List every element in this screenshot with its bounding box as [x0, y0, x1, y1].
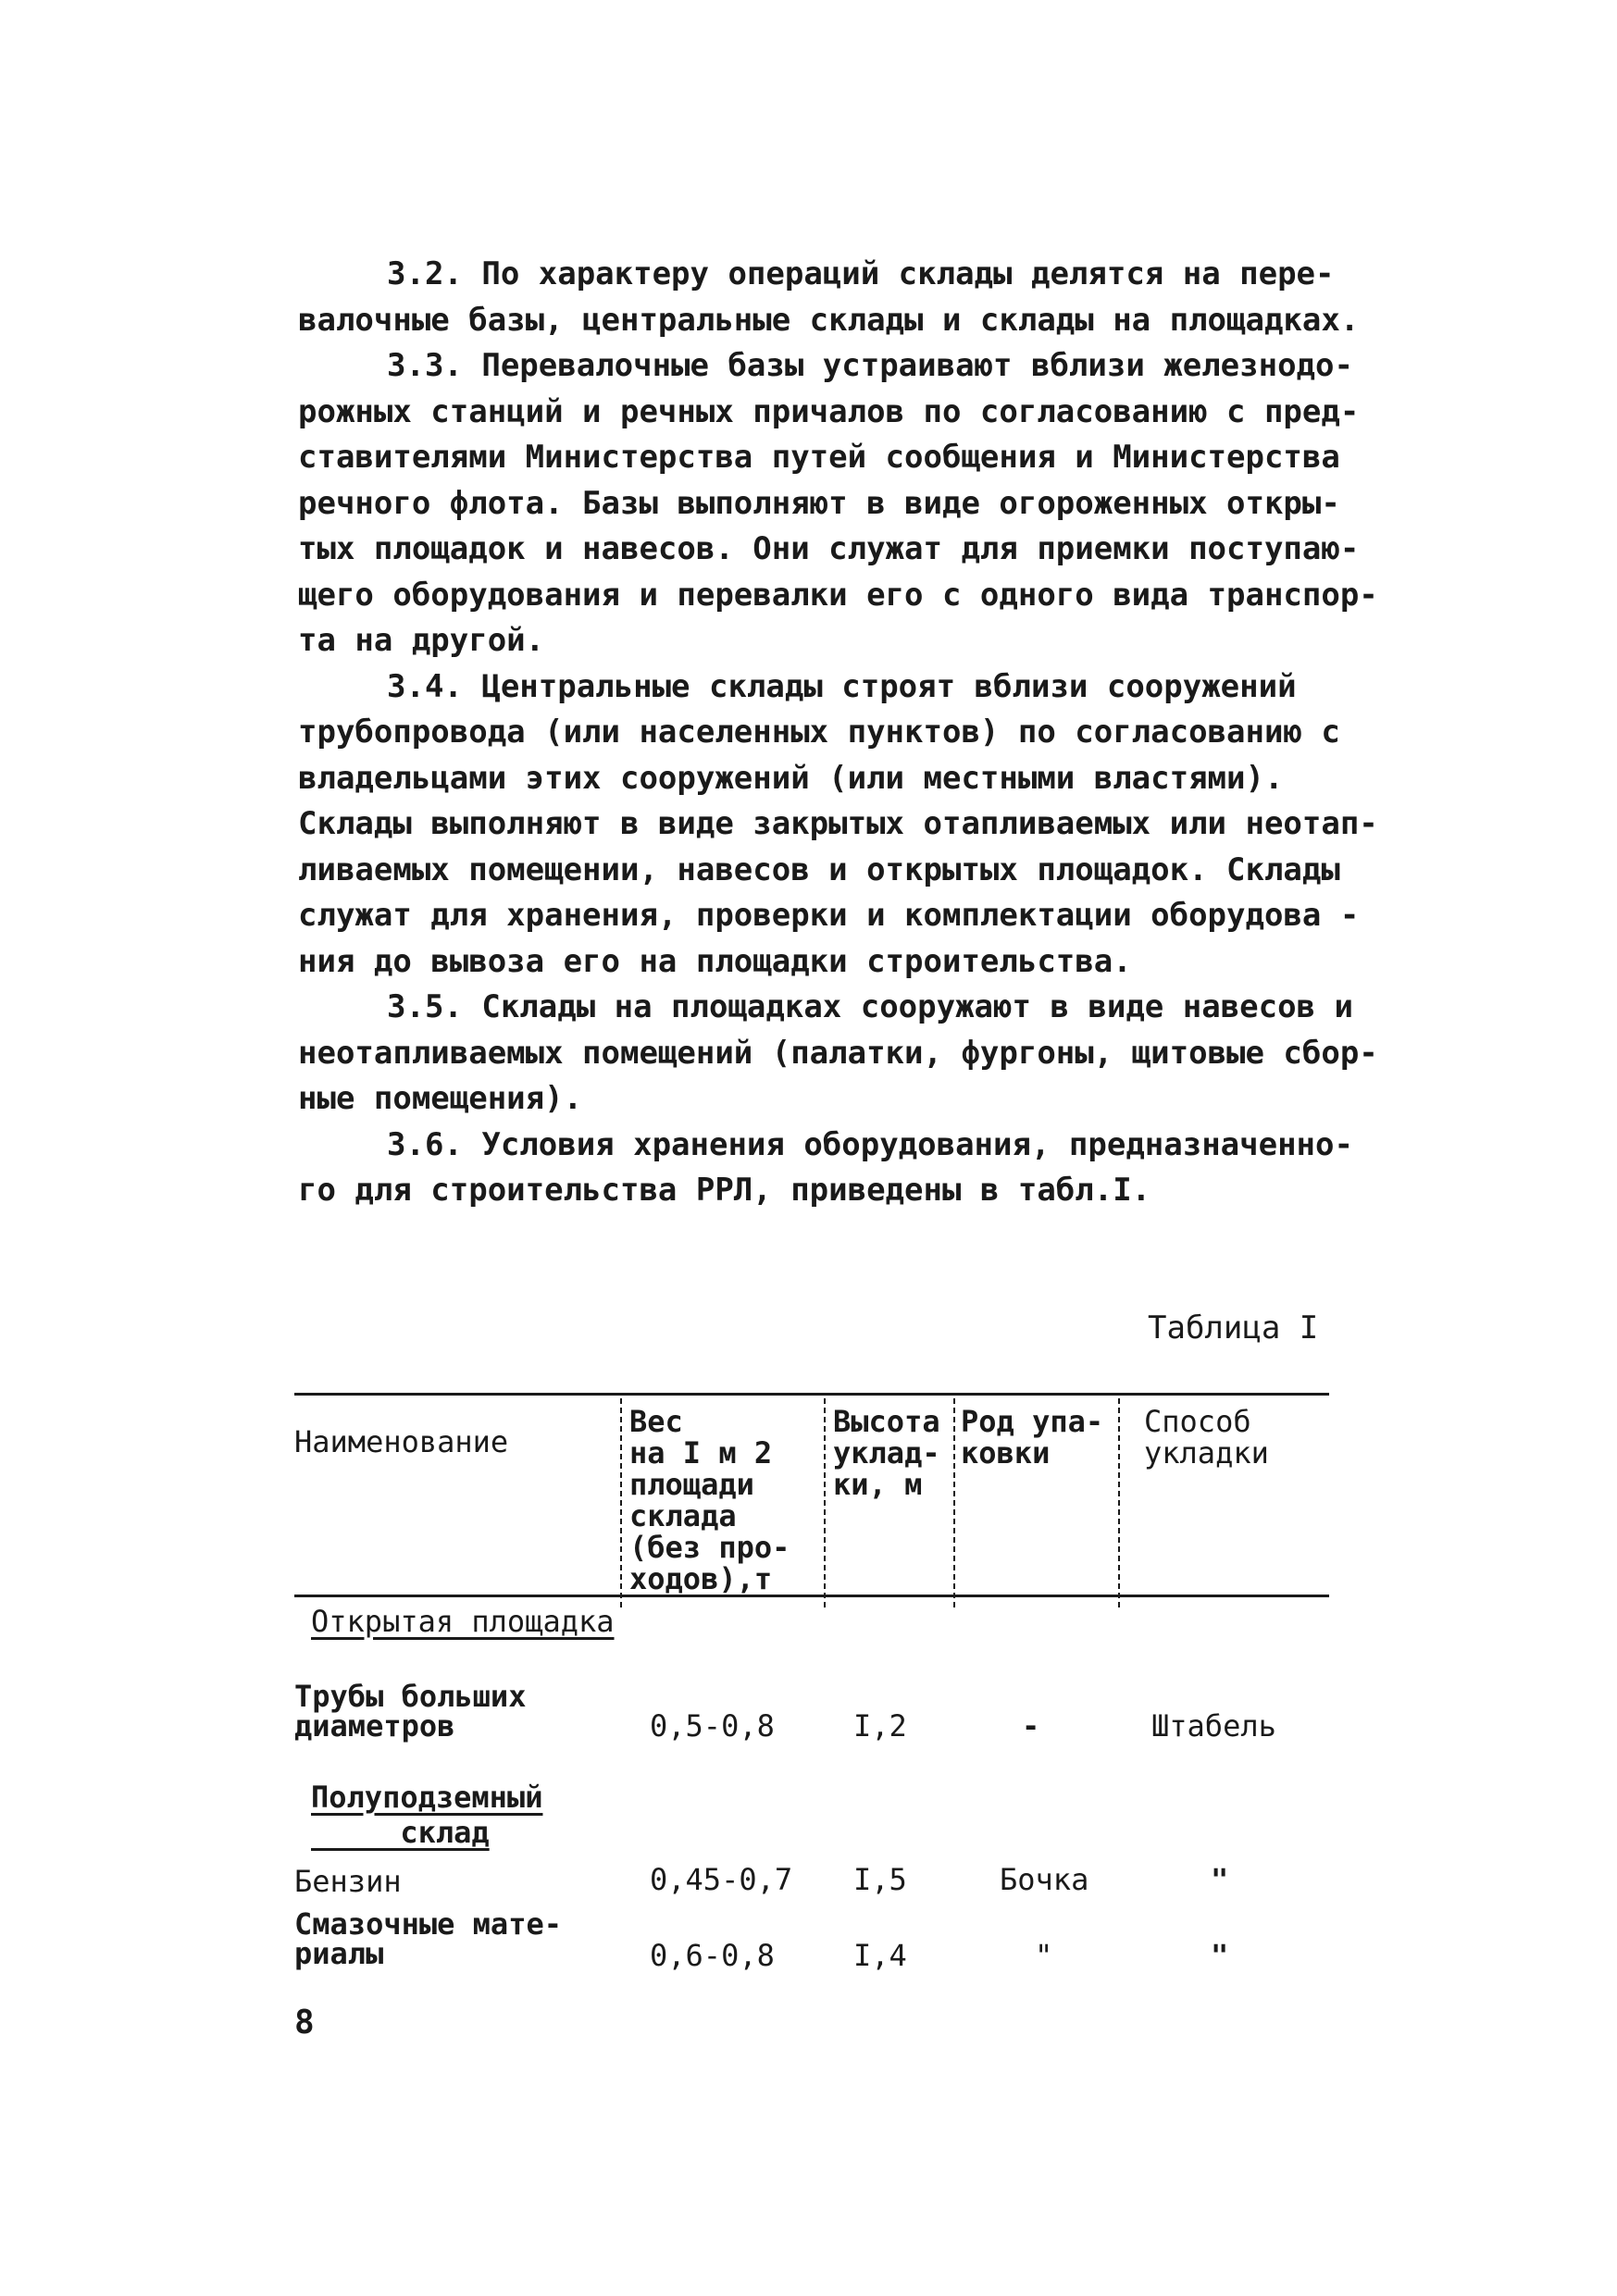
text-line: та на другой. — [298, 622, 545, 659]
text-line: ния до вывоза его на площадки строительства. — [298, 942, 1132, 980]
header-method: Способ укладки — [1144, 1404, 1269, 1471]
table-top-rule — [294, 1393, 1329, 1396]
text-line: речного флота. Базы выполняют в виде огороженных откры- — [298, 484, 1340, 522]
page-number: 8 — [294, 2004, 315, 2042]
text-line: 3.2. По характеру операций склады делятся на пере- — [387, 255, 1335, 292]
text-line: владельцами этих сооружений (или местными властями). — [298, 759, 1284, 797]
text-line: служат для хранения, проверки и комплектации оборудова - — [298, 897, 1360, 934]
text-line: Склады выполняют в виде закрытых отапливаемых или неотап- — [298, 805, 1378, 842]
column-separator — [953, 1398, 955, 1607]
cell-weight: 0,45-0,7 — [650, 1862, 793, 1897]
text-line: неотапливаемых помещений (палатки, фургоны, щитовые сбор- — [298, 1034, 1378, 1072]
cell-height: I,5 — [853, 1862, 907, 1897]
cell-name: Бензин — [294, 1864, 402, 1899]
table-header-rule — [294, 1595, 1329, 1597]
text-line: валочные базы, центральные склады и склады на площадках. — [298, 301, 1360, 339]
text-line: 3.5. Склады на площадках сооружают в виде навесов и — [387, 988, 1353, 1025]
text-line: 3.4. Центральные склады строят вблизи сооружений — [387, 667, 1297, 705]
text-line: 3.6. Условия хранения оборудования, предназначенно- — [387, 1125, 1353, 1163]
cell-packing: - — [1022, 1708, 1040, 1744]
cell-packing: Бочка — [1000, 1862, 1089, 1897]
cell-weight: 0,5-0,8 — [650, 1708, 775, 1744]
text-line: ные помещения). — [298, 1080, 583, 1117]
cell-height: I,4 — [853, 1938, 907, 1973]
text-line: тых площадок и навесов. Они служат для приемки поступаю- — [298, 530, 1360, 567]
text-line: го для строительства РРЛ, приведены в табл.I. — [298, 1172, 1151, 1209]
header-packing: Род упа- ковки — [961, 1404, 1104, 1471]
cell-name: Смазочные мате- риалы — [294, 1906, 562, 1971]
header-height: Высота уклад- ки, м — [833, 1404, 940, 1502]
header-name: Наименование — [294, 1424, 509, 1459]
cell-name: Трубы больших диаметров — [294, 1679, 527, 1744]
text-line: трубопровода (или населенных пунктов) по согласованию с — [298, 714, 1340, 751]
text-line: рожных станций и речных причалов по согласованию с пред- — [298, 392, 1360, 430]
cell-packing: " — [1035, 1938, 1053, 1973]
column-separator — [620, 1398, 622, 1607]
cell-height: I,2 — [853, 1708, 907, 1744]
text-line: щего оборудования и перевалки его с одного вида транспор- — [298, 576, 1378, 614]
cell-method: " — [1211, 1862, 1229, 1897]
text-line: ставителями Министерства путей сообщения и Министерства — [298, 439, 1340, 476]
cell-method: Штабель — [1151, 1708, 1276, 1744]
text-line: 3.3. Перевалочные базы устраивают вблизи железнодо- — [387, 347, 1353, 384]
group-title: Открытая площадка — [311, 1604, 615, 1639]
group-title: Полуподземный склад — [311, 1780, 543, 1850]
cell-method: " — [1211, 1938, 1229, 1973]
body-text — [298, 252, 1378, 1214]
text-line: ливаемых помещении, навесов и открытых площадок. Склады — [298, 850, 1340, 888]
column-separator — [1118, 1398, 1120, 1607]
column-separator — [824, 1398, 826, 1607]
cell-weight: 0,6-0,8 — [650, 1938, 775, 1973]
table-caption: Таблица I — [1148, 1309, 1319, 1347]
header-weight: Вес на I м 2 площади склада (без про- ходов),т — [629, 1404, 790, 1596]
